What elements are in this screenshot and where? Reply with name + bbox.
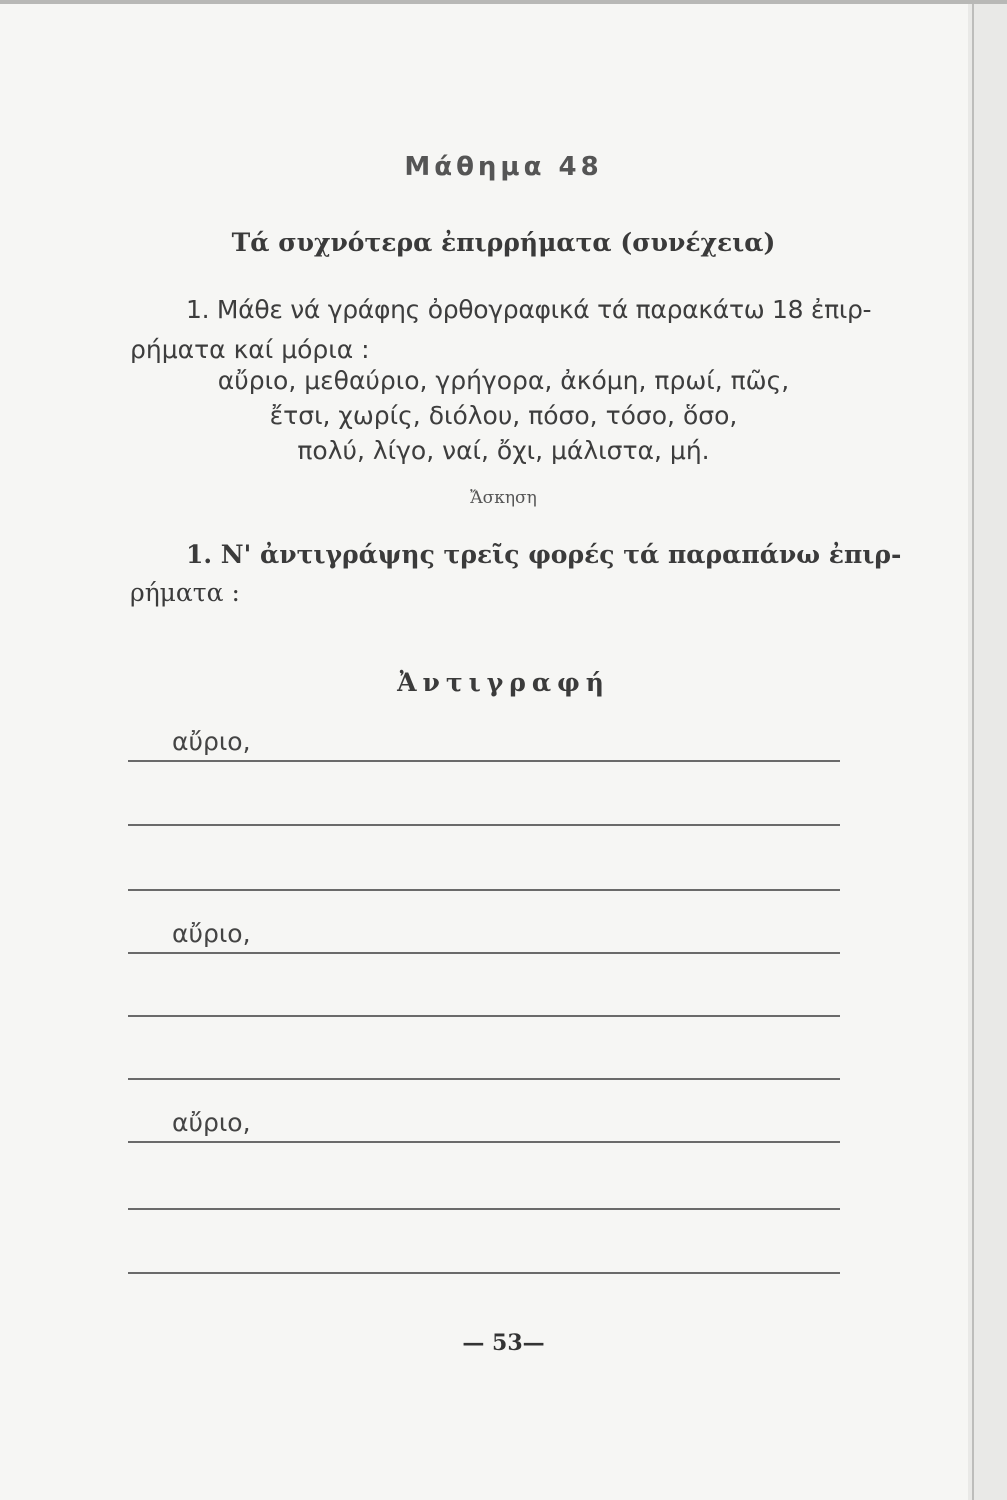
word-list-line-1: αὔριο, μεθαύριο, γρήγορα, ἀκόμη, πρωί, πῶς, <box>217 366 790 395</box>
writing-line[interactable] <box>128 952 840 954</box>
writing-line[interactable] <box>128 760 840 762</box>
page-edge-line <box>972 0 974 1500</box>
writing-line[interactable] <box>128 1208 840 1210</box>
page-top-edge <box>0 0 1007 4</box>
word-list-line-2: ἔτσι, χωρίς, διόλου, πόσο, τόσο, ὅσο, <box>269 401 738 430</box>
writing-line[interactable] <box>128 1078 840 1080</box>
exercise-heading: Ἄσκηση <box>470 488 537 508</box>
copy-word-2: αὔριο, <box>172 919 251 948</box>
lesson-subtitle: Τά συχνότερα ἐπιρρήματα (συνέχεια) <box>231 228 776 257</box>
writing-line[interactable] <box>128 1272 840 1274</box>
exercise-line-2: ρήματα : <box>130 578 240 607</box>
instruction-line-2: ρήματα καί μόρια : <box>130 335 370 364</box>
instruction-line-1: 1. Μάθε νά γράφης ὀρθογραφικά τά παρακάτω 18 ἐπιρ- <box>186 295 872 324</box>
lesson-title: Μάθημα 48 <box>404 152 603 182</box>
copy-word-3: αὔριο, <box>172 1108 251 1137</box>
exercise-line-1: 1. Ν' ἀντιγράψης τρεῖς φορές τά παραπάνω ἐπιρ- <box>186 540 902 569</box>
writing-line[interactable] <box>128 1015 840 1017</box>
writing-line[interactable] <box>128 824 840 826</box>
copy-heading: Ἀντιγραφή <box>397 668 610 697</box>
writing-line[interactable] <box>128 1141 840 1143</box>
copy-word-1: αὔριο, <box>172 727 251 756</box>
page-number: — 53— <box>462 1330 545 1356</box>
writing-line[interactable] <box>128 889 840 891</box>
word-list-line-3: πολύ, λίγο, ναί, ὄχι, μάλιστα, μή. <box>297 436 710 465</box>
